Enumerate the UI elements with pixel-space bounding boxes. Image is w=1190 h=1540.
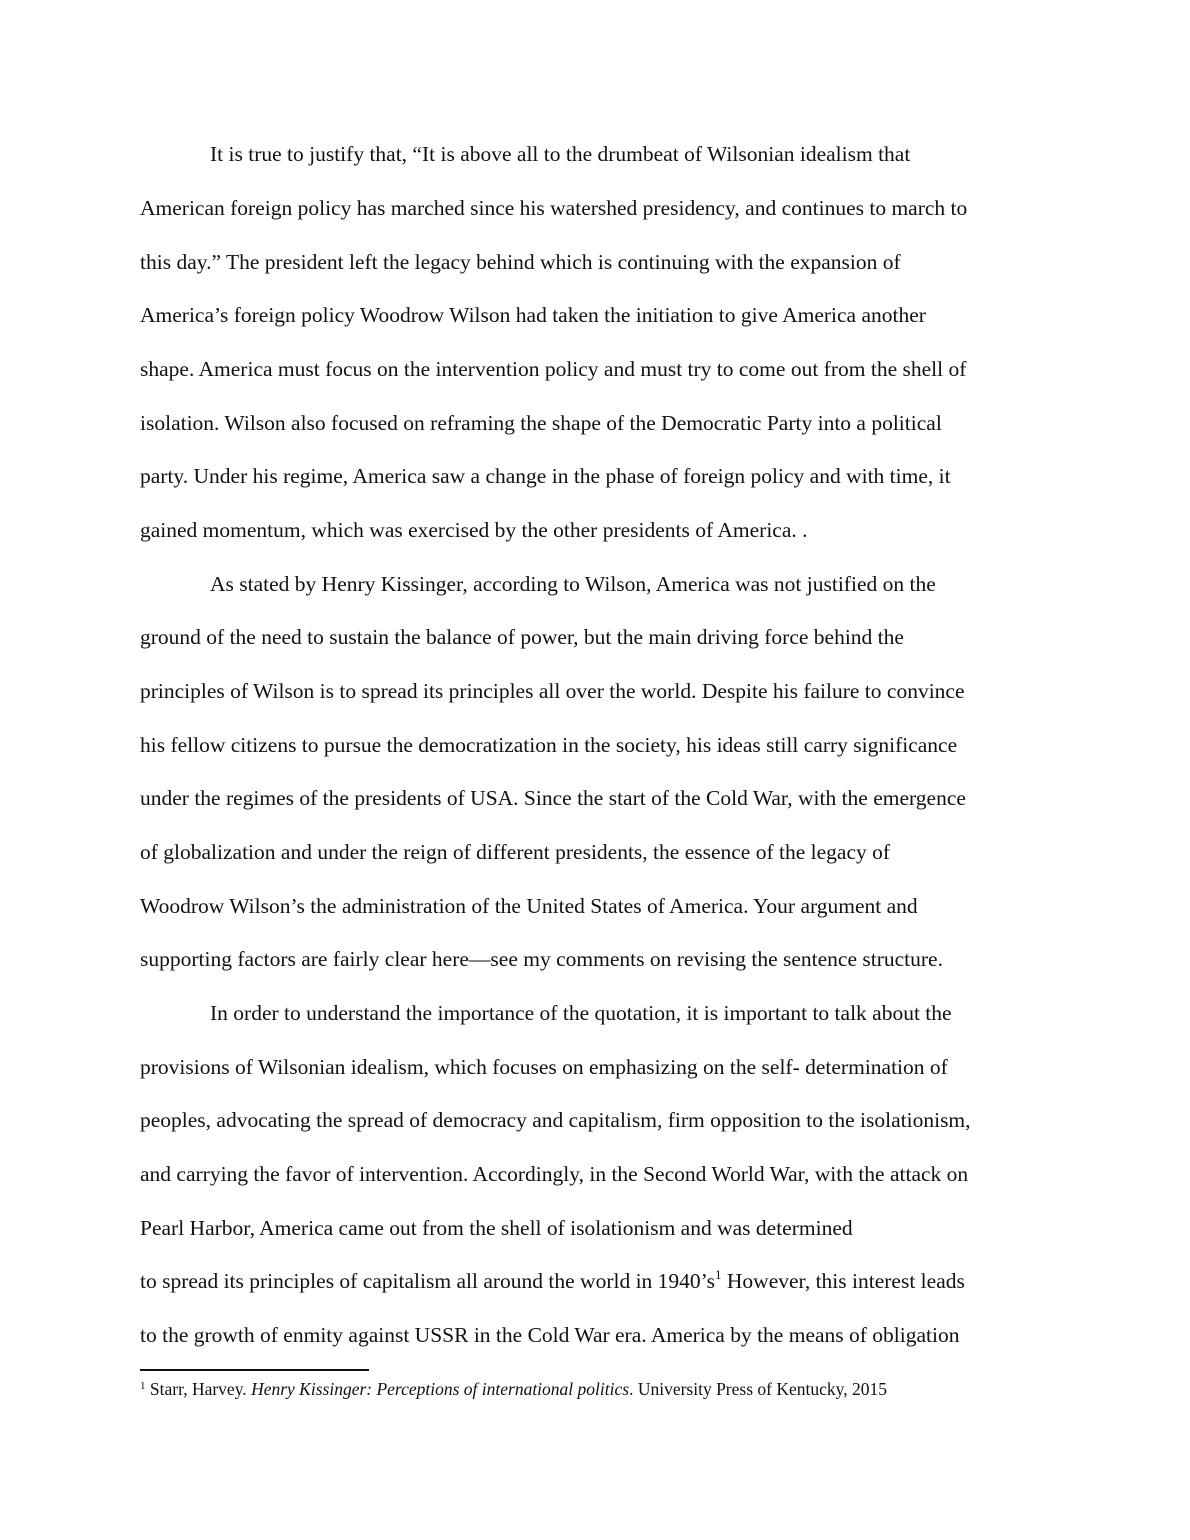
footnote-title: Henry Kissinger: Perceptions of international politics — [251, 1379, 630, 1399]
paragraph-2-line-6: of globalization and under the reign of different presidents, the essence of the legacy of — [140, 840, 891, 864]
paragraph-3-line-2: provisions of Wilsonian idealism, which focuses on emphasizing on the self- determination of — [140, 1055, 948, 1079]
paragraph-3-line-5: Pearl Harbor, America came out from the shell of isolationism and was determined — [140, 1216, 853, 1240]
paragraph-2-line-5: under the regimes of the presidents of USA. Since the start of the Cold War, with the emergence — [140, 786, 966, 810]
footnote-author: Starr, Harvey. — [149, 1379, 247, 1399]
paragraph-1-line-6: isolation. Wilson also focused on reframing the shape of the Democratic Party into a political — [140, 411, 942, 435]
paragraph-3-line-1: In order to understand the importance of the quotation, it is important to talk about the — [210, 1001, 952, 1025]
footnote-number: 1 — [140, 1380, 146, 1392]
paragraph-3-line-6 — [140, 1268, 965, 1297]
paragraph-3-line-6-continuation: However, this interest leads — [721, 1269, 965, 1293]
paragraph-3-line-6-text: to spread its principles of capitalism all around the world in 1940’s — [140, 1269, 716, 1293]
paragraph-2-line-8: supporting factors are fairly clear here—see my comments on revising the sentence structure. — [140, 947, 943, 971]
paragraph-2-line-4: his fellow citizens to pursue the democratization in the society, his ideas still carry significance — [140, 733, 958, 757]
footnote-reference[interactable]: 1 — [715, 1267, 722, 1282]
paragraph-2-line-3: principles of Wilson is to spread its principles all over the world. Despite his failure to convince — [140, 679, 965, 703]
paragraph-1-line-1: It is true to justify that, “It is above all to the drumbeat of Wilsonian idealism that — [210, 142, 911, 166]
paragraph-1-line-8: gained momentum, which was exercised by the other presidents of America. . — [140, 518, 808, 542]
footnote-separator — [140, 1369, 369, 1371]
footnote-1 — [140, 1378, 887, 1403]
paragraph-1-line-3: this day.” The president left the legacy behind which is continuing with the expansion of — [140, 250, 901, 274]
paragraph-3-line-4: and carrying the favor of intervention. Accordingly, in the Second World War, with the attack on — [140, 1162, 969, 1186]
paragraph-1-line-4: America’s foreign policy Woodrow Wilson had taken the initiation to give America another — [140, 303, 926, 327]
paragraph-2-line-2: ground of the need to sustain the balance of power, but the main driving force behind the — [140, 625, 904, 649]
paragraph-2-line-7: Woodrow Wilson’s the administration of the United States of America. Your argument and — [140, 894, 918, 918]
paragraph-1-line-5: shape. America must focus on the intervention policy and must try to come out from the shell of — [140, 357, 967, 381]
paragraph-3-line-7: to the growth of enmity against USSR in the Cold War era. America by the means of obligation — [140, 1323, 960, 1347]
paragraph-2-line-1: As stated by Henry Kissinger, according to Wilson, America was not justified on the — [210, 572, 936, 596]
paragraph-1-line-2: American foreign policy has marched since his watershed presidency, and continues to march to — [140, 196, 968, 220]
paragraph-1-line-7: party. Under his regime, America saw a change in the phase of foreign policy and with time, it — [140, 464, 951, 488]
paragraph-3-line-3: peoples, advocating the spread of democracy and capitalism, firm opposition to the isolationism, — [140, 1108, 971, 1132]
footnote-publisher: . University Press of Kentucky, 2015 — [629, 1379, 887, 1399]
